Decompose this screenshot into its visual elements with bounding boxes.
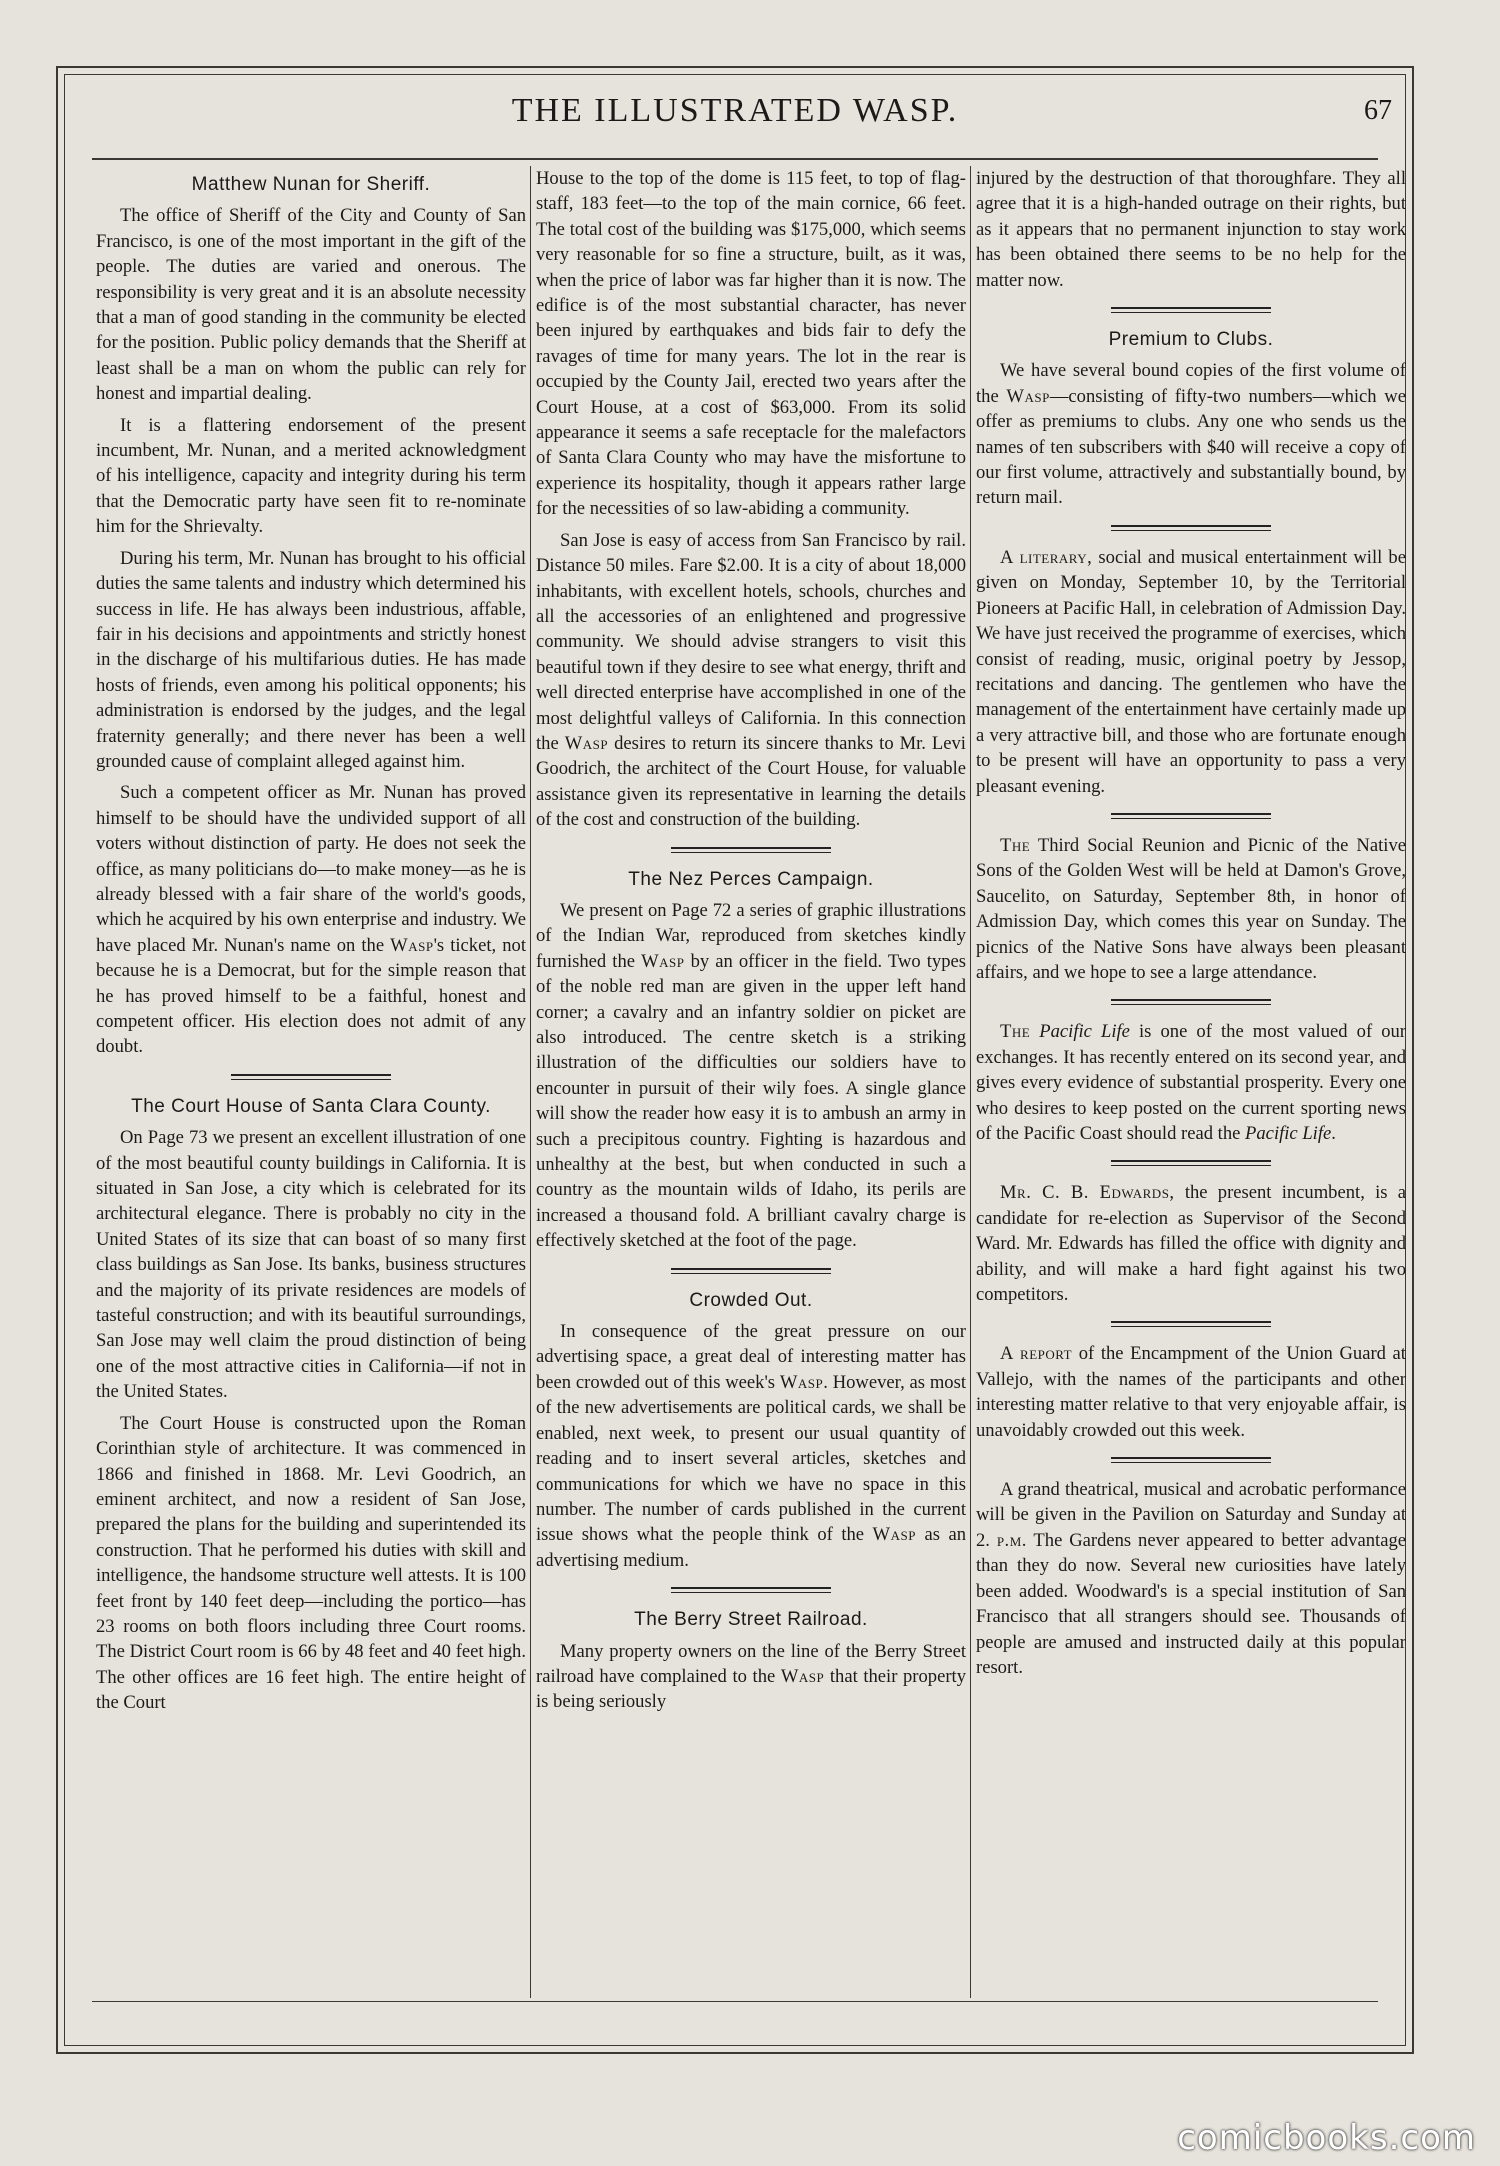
paragraph: injured by the destruction of that thoroughfare. They all agree that it is a high-handed outrage on their rights, but as it appears that no permanent injunction to stay work has been obtained there seems to be no help for the matter now. <box>976 168 1406 291</box>
masthead <box>118 88 1392 134</box>
text-run: the present incumbent, is a candidate for re-election as Supervisor of the Second Ward. Mr. Edwards has filled the office with dignity and ability, and will make a hard fight against his two competitors. <box>976 1182 1406 1306</box>
lead-in: The <box>1000 1021 1031 1043</box>
article-heading-courthouse: The Court House of Santa Clara County. <box>131 1095 491 1117</box>
column-rule-1 <box>530 166 531 1998</box>
publication-title: THE ILLUSTRATED WASP. <box>511 92 959 129</box>
paragraph <box>96 780 526 1059</box>
text-run: is one of the most valued of our exchanges. It has recently entered on its second year, and gives every evidence of substantial prosperity. Every one who desires to keep posted on the current sporting news of the Pacific Coast should read the <box>976 1021 1406 1144</box>
text-run: by an officer in the field. Two types of the noble red man are given in the upper left hand corner; a cavalry and an infantry soldier on picket are also introduced. The centre sketch is a striking illustration of the difficulties our soldiers have to encounter in pursuit of their wily foes. A single glance will show the reader how easy it is to ambush an army in such a precipitous country. Fighting is hazardous and unhealthy at the best, but when conducted in such a country as the mountain wilds of Idaho, its perils are increased a thousand fold. A brilliant cavalry charge is effectively sketched at the foot of the page. <box>536 950 966 1252</box>
paragraph: The office of Sheriff of the City and County of San Francisco, is one of the most important in the gift of the people. The duties are varied and onerous. The responsibility is very great and it is an absolute necessity that a man of good standing in the community be elected for the position. Public policy demands that the Sheriff at least shall be a man on whom the public can rely for honest and impartial dealing. <box>96 205 526 405</box>
article-heading-crowded-out: Crowded Out. <box>689 1289 813 1311</box>
text-run: . <box>1331 1123 1336 1144</box>
paragraph <box>536 528 966 833</box>
paragraph: During his term, Mr. Nunan has brought to his official duties the same talents and industry which determined his success in life. He has always been industrious, affable, fair in his decisions and appointments and strictly honest in the discharge of his multifarious duties. He has made hosts of friends, even among his political opponents; his administration is endorsed by the judges, and the legal fraternity generally; and there never has been a well grounded cause of complaint alleged against him. <box>96 547 526 772</box>
paragraph: The Court House is constructed upon the Roman Corinthian style of architecture. It was commenced in 1866 and finished in 1868. Mr. Levi Goodrich, an eminent architect, and now a resident of San Jose, prepared the plans for the building and superintended its construction. That he performed his duties with skill and intelligence, the handsome structure well attests. It is 100 feet front by 140 feet deep—including the portico—has 23 rooms on both floors including three Court rooms. The District Court room is 66 by 48 feet and 40 feet high. The other offices are 16 feet high. The entire height of the Court <box>96 1412 526 1714</box>
paragraph <box>976 1019 1406 1146</box>
text-run: Third Social Reunion and Picnic of the Native Sons of the Golden West will be held at Damon's Grove, Saucelito, on Saturday, September 8th, in honor of Admission Day, which comes this year on Sunday. The picnics of the Native Sons have always been pleasant affairs, and we hope to see a large attendance. <box>976 834 1406 983</box>
section-divider <box>671 847 831 853</box>
section-divider <box>1111 999 1271 1005</box>
section-divider <box>231 1074 391 1080</box>
paragraph: House to the top of the dome is 115 feet, to top of flag-staff, 183 feet—to the top of the main cornice, 66 feet. The total cost of the building was $175,000, which seems very reasonable for so fine a structure, built, as it was, when the price of labor was far higher than it is now. The edifice is of the most substantial character, has never been injured by earthquakes and bids fair to defy the ravages of time for many years. The lot in the rear is occupied by the County Jail, erected two years after the Court House, at a cost of $63,000. From its solid appearance it seems a safe receptacle for the malefactors of Santa Clara County who may have the misfortune to experience its hospitality, though it appears rather large for the necessities of so law-abiding a community. <box>536 168 966 520</box>
section-divider <box>1111 813 1271 819</box>
text-run: We have several bound copies of the first volume of the <box>976 360 1406 407</box>
publication-name: Wasp <box>564 732 609 754</box>
text-run: Many property owners on the line of the Berry Street railroad have complained to the <box>536 1640 966 1687</box>
section-divider <box>1111 1457 1271 1463</box>
text-run: The Gardens never appeared to better advantage than they do now. Several new curiosities have lately been added. Woodward's is a special institution of San Francisco that all strangers should see. Thousands of people are amused and instructed daily at this popular resort. <box>976 1529 1406 1678</box>
paragraph <box>976 1341 1406 1443</box>
paragraph <box>976 1477 1406 1680</box>
article-heading-premium: Premium to Clubs. <box>1108 329 1274 351</box>
paragraph: It is a flattering endorsement of the present incumbent, Mr. Nunan, and a merited acknowledgment of his intelligence, capacity and integrity during his term that the Democratic party have seen fit to re-nominate him for the Shrievalty. <box>96 414 526 538</box>
publication-name: Pacific Life <box>1245 1123 1332 1144</box>
publication-name: Wasp <box>872 1524 916 1546</box>
paragraph <box>976 1180 1406 1307</box>
article-heading-nez-perces: The Nez Perces Campaign. <box>628 868 874 890</box>
section-divider <box>671 1587 831 1593</box>
section-divider <box>671 1268 831 1274</box>
text-run: that their property is being seriously <box>536 1665 966 1713</box>
text-run: San Jose is easy of access from San Francisco by rail. Distance 50 miles. Fare $2.00. It is a city of about 18,000 inhabitants, with excellent hotels, schools, churches and all the accessories of an enlightened and progressive community. We should advise strangers to visit this beautiful town if they desire to see what energy, thrift and well directed enterprise have accomplished in one of the most delightful valleys of California. In this connection the <box>536 529 966 754</box>
column-3 <box>976 166 1406 1998</box>
paragraph: On Page 73 we present an excellent illustration of one of the most beautiful county buildings in California. It is situated in San Jose, a city which is celebrated for its architectural elegance. There is probably no city in the United States of its size that can boast of so many first class buildings as San Jose. Its banks, business structures and the majority of its private residences are models of tasteful construction; and with its beautiful surroundings, San Jose may well claim the proud distinction of being one of the most attractive cities in California—if not in the United States. <box>96 1127 526 1403</box>
section-divider <box>1111 1321 1271 1327</box>
paragraph <box>976 833 1406 985</box>
publication-name: Wasp <box>1006 385 1050 407</box>
text-run: A grand theatrical, musical and acrobatic performance will be given in the Pavilion on Saturday and Sunday at 2. <box>976 1479 1406 1551</box>
paragraph <box>976 358 1406 510</box>
publication-name: Wasp <box>641 950 685 972</box>
watermark: comicbooks.com <box>1177 2118 1476 2158</box>
paragraph <box>976 545 1406 799</box>
lead-in: Mr. C. B. Edwards, <box>1000 1182 1175 1204</box>
text-run: In consequence of the great pressure on our advertising space, a great deal of interesting matter has been crowded out of this week's <box>536 1321 966 1393</box>
publication-name: Wasp <box>390 934 434 956</box>
page-border <box>56 66 1414 2054</box>
lead-in: A report <box>1000 1343 1073 1365</box>
text-run: 's ticket, not because he is a Democrat, but for the simple reason that he has proved himself to be a faithful, honest and competent officer. His election does not admit of any doubt. <box>96 934 526 1058</box>
column-rule-2 <box>970 166 971 1998</box>
paragraph <box>536 1639 966 1715</box>
article-heading-nunan: Matthew Nunan for Sheriff. <box>191 174 431 195</box>
publication-name: Pacific Life <box>1039 1021 1130 1043</box>
text-run: Such a competent officer as Mr. Nunan has proved himself to be should have the undivided support of all voters without distinction of party. He does not seek the office, as many politicians do—to make money—as he is already blessed with a fair share of the world's goods, which he acquired by his own enterprise and industry. We have placed Mr. Nunan's name on the <box>96 782 526 956</box>
column-1 <box>96 166 526 1998</box>
text-run: We present on Page 72 a series of graphic illustrations of the Indian War, reproduced from sketches kindly furnished the <box>536 899 966 972</box>
column-2 <box>536 166 966 1998</box>
masthead-rule <box>92 158 1378 160</box>
text-run: . However, as most of the new advertisements are political cards, we shall be enabled, next week, to present our usual quantity of reading and to insert several articles, sketches and communications for which we have no space in this number. The number of cards published in the current issue shows what the people think of the <box>536 1371 966 1546</box>
publication-name: Wasp <box>780 1665 825 1687</box>
text-run: of the Encampment of the Union Guard at Vallejo, with the names of the participants and other interesting matter relative to that very enjoyable affair, is unavoidably crowded out this week. <box>976 1343 1406 1441</box>
lead-in: A literary, <box>1000 546 1093 568</box>
page-number: 67 <box>1364 95 1392 126</box>
text-run: social and musical entertainment will be given on Monday, September 10, by the Territorial Pioneers at Pacific Hall, in celebration of Admission Day. We have just received the programme of exercises, which consist of reading, music, original poetry by Jessop, recitations and dancing. The gentlemen who have the management of the entertainment have certainly made up a very attractive bill, and those who are fortunate enough to be present will have an opportunity to pass a very pleasant evening. <box>976 546 1406 797</box>
section-divider <box>1111 525 1271 531</box>
article-heading-berry-street: The Berry Street Railroad. <box>634 1609 868 1631</box>
text-run: desires to return its sincere thanks to Mr. Levi Goodrich, the architect of the Court House, for valuable assistance given its representative in learning the details of the cost and construction of the building. <box>536 732 966 831</box>
text-run: as an advertising medium. <box>536 1524 966 1571</box>
publication-name: Wasp <box>779 1371 824 1393</box>
text-run: —consisting of fifty-two numbers—which we offer as premiums to clubs. Any one who sends us the names of ten subscribers with $40 will receive a copy of our first volume, attractively and substantially bound, by return mail. <box>976 385 1406 509</box>
section-divider <box>1111 307 1271 313</box>
section-divider <box>1111 1160 1271 1166</box>
text-run: p.m. <box>996 1529 1027 1551</box>
paragraph <box>536 898 966 1254</box>
bottom-rule <box>92 2001 1378 2002</box>
paragraph <box>536 1319 966 1573</box>
lead-in: The <box>1000 834 1031 856</box>
